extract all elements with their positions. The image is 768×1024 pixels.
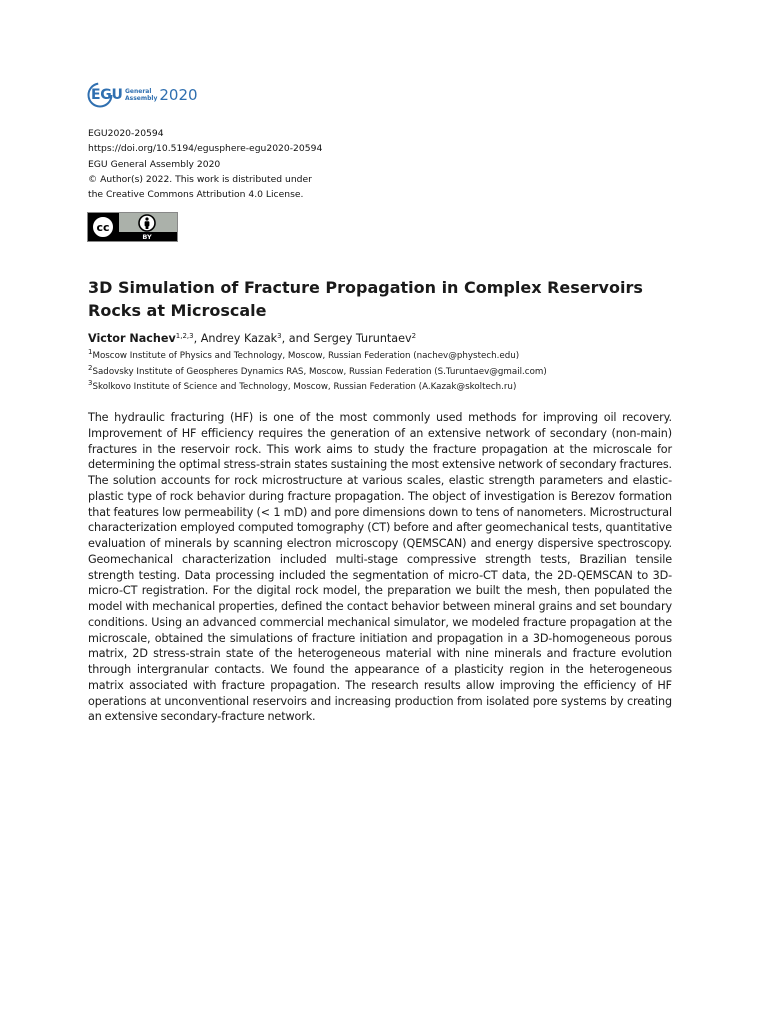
affiliation-number: 1 (88, 348, 93, 356)
author-separator: , (193, 332, 201, 345)
event-name: EGU General Assembly 2020 (88, 158, 221, 170)
affiliation-number: 2 (88, 363, 93, 372)
copyright-line-1: © Author(s) 2022. This work is distributed under (88, 173, 312, 185)
logo-abbrev: EGU (91, 87, 123, 103)
paper-id: EGU2020-20594 (88, 128, 164, 139)
affiliation-text: Sadovsky Institute of Geospheres Dynamics RAS, Moscow, Russian Federation (S.Turuntaev@gmail.com) (92, 366, 547, 377)
paper-title: 3D Simulation of Fracture Propagation in Complex Reservoirs Rocks at Microscale (88, 278, 643, 320)
author-affiliation-marker: 2 (411, 332, 417, 340)
affiliation-item (88, 365, 547, 381)
logo-line2: Assembly (125, 95, 158, 102)
by-label: BY (142, 233, 152, 241)
author-name: Andrey Kazak (200, 332, 278, 345)
paper-metadata (88, 126, 322, 202)
author-affiliation-marker: 1,2,3 (175, 332, 194, 340)
affiliation-text: Skolkovo Institute of Science and Technology, Moscow, Russian Federation (A.Kazak@skoltech.ru) (92, 382, 517, 392)
cc-by-license-badge[interactable] (87, 212, 178, 242)
abstract-text: The hydraulic fracturing (HF) is one of the most commonly used methods for improving oil recovery. Improvement of HF efficiency requires the generation of an extensive network of secondary (non-main) fractures in the reservoir rock. This work aims to study the fracture propagation at the microscale for determining the optimal stress-strain states sustaining the most extensive network of secondary fractures. The solution accounts for rock microstructure at various scales, elastic strength parameters and elastic-plastic type of rock behavior during fracture propagation. The object of investigation is Berezov formation that features low permeability (< 1 mD) and pore dimensions down to tens of nanometers. Microstructural characterization employed computed tomography (CT) before and after geomechanical tests, quantitative evaluation of minerals by scanning electron microscopy (QEMSCAN) and energy dispersive spectroscopy. Geomechanical characterization included multi-stage compressive strength tests, Brazilian tensile strength testing. Data processing included the segmentation of micro-CT data, the 2D-QEMSCAN to 3D- micro-CT registration. For the digital rock model, the preparation we built the mesh, then populated the model with mechanical properties, defined the contact behavior between mineral grains and set boundary conditions. Using an advanced commercial mechanical simulator, we modeled fracture propagation at the microscale, obtained the simulations of fracture initiation and propagation in a 3D-homogeneous porous matrix, 2D stress-strain state of the heterogeneous material with nine minerals and fracture evolution through intergranular contacts. We found the appearance of a plasticity region in the heterogeneous matrix associated with fracture propagation. The research results allow improving the efficiency of HF operations at unconventional reservoirs and increasing production from isolated pore systems by creating an extensive secondary-fracture network. (88, 411, 672, 724)
author-name: Victor Nachev (88, 332, 176, 345)
egu-logo (87, 82, 198, 108)
logo-year: 2020 (159, 86, 198, 104)
affiliation-number: 3 (88, 379, 93, 387)
affiliation-item (88, 349, 547, 365)
affiliation-item (88, 380, 547, 396)
author-list (88, 331, 416, 347)
logo-general-assembly (125, 88, 157, 102)
author-affiliation-marker: 3 (277, 332, 282, 340)
affiliation-text: Moscow Institute of Physics and Technology, Moscow, Russian Federation (nachev@phystech.edu) (92, 351, 520, 361)
paper-doi[interactable]: https://doi.org/10.5194/egusphere-egu2020-20594 (88, 143, 323, 155)
author-name: Sergey Turuntaev (313, 332, 412, 345)
affiliation-list (88, 349, 547, 396)
cc-icon-text: cc (96, 221, 110, 234)
logo-line1: General (125, 88, 152, 95)
author-separator: , and (281, 332, 314, 345)
copyright-line-2: the Creative Commons Attribution 4.0 License. (88, 189, 304, 201)
egu-logo-mark (87, 82, 123, 108)
